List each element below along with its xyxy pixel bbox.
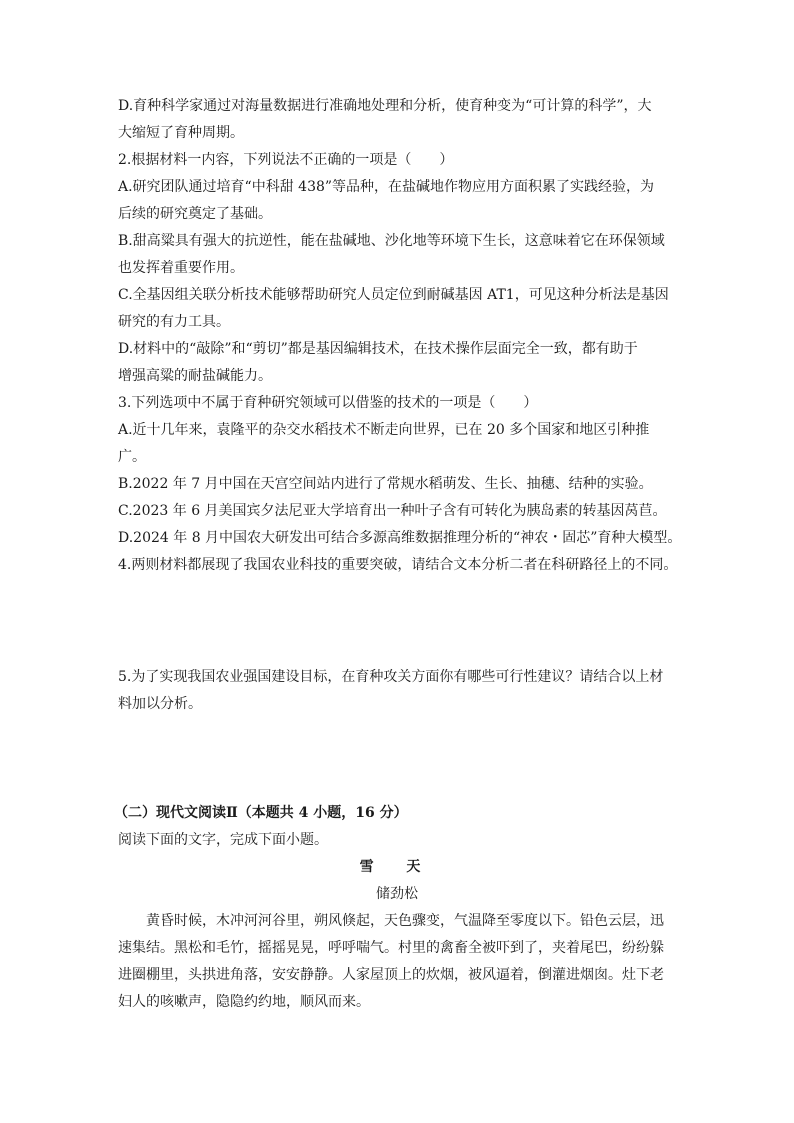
- q2-option-a-line2: 后续的研究奠定了基础。: [118, 206, 272, 222]
- q5-line1: 5.为了实现我国农业强国建设目标，在育种攻关方面你有哪些可行性建议？请结合以上材: [118, 669, 664, 685]
- article-title: 雪 天: [359, 859, 435, 875]
- q2-option-b-line1: B.甜高粱具有强大的抗逆性，能在盐碱地、沙化地等环境下生长，这意味着它在环保领域: [118, 233, 665, 249]
- q2-option-d-line1: D.材料中的“敲除”和“剪切”都是基因编辑技术，在技术操作层面完全一致，都有助于: [118, 341, 638, 357]
- q3-stem: 3.下列选项中不属于育种研究领域可以借鉴的技术的一项是（ ）: [118, 395, 538, 411]
- q4-stem: 4.两则材料都展现了我国农业科技的重要突破，请结合文本分析二者在科研路径上的不同。: [118, 557, 678, 573]
- q3-option-c: C.2023 年 6 月美国宾夕法尼亚大学培育出一种叶子含有可转化为胰岛素的转基因莴苣。: [118, 503, 667, 519]
- section-instruction: 阅读下面的文字，完成下面小题。: [118, 832, 328, 848]
- article-paragraph-line1: 黄昏时候，木冲河河谷里，朔风倏起，天色骤变，气温降至零度以下。铅色云层，迅: [118, 913, 664, 929]
- q3-option-b: B.2022 年 7 月中国在天宫空间站内进行了常规水稻萌发、生长、抽穗、结种的实验。: [118, 476, 653, 492]
- section-heading: （二）现代文阅读Ⅱ（本题共 4 小题，16 分）: [114, 805, 408, 821]
- q1-option-d-line2: 大缩短了育种周期。: [118, 125, 244, 141]
- q2-option-c-line1: C.全基因组关联分析技术能够帮助研究人员定位到耐碱基因 AT1，可见这种分析法是基因: [118, 287, 669, 303]
- q2-stem: 2.根据材料一内容，下列说法不正确的一项是（ ）: [118, 152, 454, 168]
- q2-option-a-line1: A.研究团队通过培育“中科甜 438”等品种，在盐碱地作物应用方面积累了实践经验，为: [118, 179, 655, 195]
- q2-option-c-line2: 研究的有力工具。: [118, 314, 230, 330]
- article-paragraph-line2: 速集结。黑松和毛竹，摇摇晃晃，呼呼喘气。村里的禽畜全被吓到了，夹着尾巴，纷纷躲: [118, 940, 664, 956]
- q3-option-a-line1: A.近十几年来，袁隆平的杂交水稻技术不断走向世界，已在 20 多个国家和地区引种推: [118, 422, 650, 438]
- q5-line2: 料加以分析。: [118, 696, 202, 712]
- q1-option-d-line1: D.育种科学家通过对海量数据进行准确地处理和分析，使育种变为“可计算的科学”，大: [118, 98, 652, 114]
- article-author: 储劲松: [376, 886, 418, 902]
- q3-option-d: D.2024 年 8 月中国农大研发出可结合多源高维数据推理分析的“神农・固芯”育种大模型。: [118, 530, 682, 546]
- article-paragraph-line4: 妇人的咳嗽声，隐隐约约地，顺风而来。: [118, 994, 370, 1010]
- q2-option-d-line2: 增强高粱的耐盐碱能力。: [118, 368, 272, 384]
- q3-option-a-line2: 广。: [118, 449, 146, 465]
- q2-option-b-line2: 也发挥着重要作用。: [118, 260, 244, 276]
- article-paragraph-line3: 进圈棚里，头拱进角落，安安静静。人家屋顶上的炊烟，被风逼着，倒灌进烟囱。灶下老: [118, 967, 664, 983]
